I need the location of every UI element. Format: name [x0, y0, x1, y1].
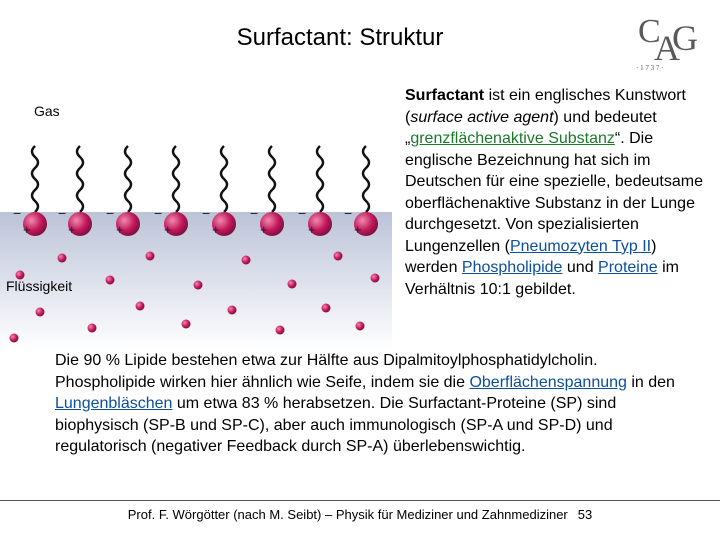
link-oberflaechenspannung[interactable]: Oberflächenspannung — [469, 373, 627, 391]
page-number: 53 — [577, 507, 593, 522]
link-pneumozyten[interactable]: Pneumozyten Typ II — [509, 237, 652, 255]
text-run: ) werden — [405, 237, 657, 276]
link-grenzflaechenaktive[interactable]: grenzflächenaktive Substanz — [410, 130, 615, 147]
paragraph-definition — [405, 85, 710, 300]
svg-text:−: − — [298, 205, 307, 221]
text-run: im Verhältnis 10:1 gebildet. — [405, 259, 679, 298]
svg-text:+: + — [23, 222, 31, 237]
svg-text:−: − — [202, 205, 211, 221]
ion-dot — [106, 276, 115, 285]
ion-dot — [88, 324, 97, 333]
text-run: in den — [626, 373, 675, 391]
ion-dot — [10, 334, 19, 343]
ion-dot — [371, 274, 380, 283]
text-run: ) und bedeutet „ — [405, 108, 657, 147]
svg-text:A: A — [654, 28, 680, 68]
svg-text:+: + — [116, 222, 124, 237]
link-lungenblaeschen[interactable]: Lungenbläschen — [55, 395, 173, 412]
surfactant-diagram — [0, 80, 392, 350]
svg-text:−: − — [250, 205, 259, 221]
link-phospholipide[interactable]: Phospholipide — [461, 259, 563, 276]
svg-text:· 1 7 3 7 ·: · 1 7 3 7 · — [636, 64, 664, 72]
svg-text:−: − — [154, 205, 163, 221]
ion-dot — [288, 280, 297, 289]
svg-text:+: + — [354, 222, 362, 237]
ion-dot — [36, 308, 45, 317]
footer — [0, 507, 720, 522]
svg-text:+: + — [212, 222, 220, 237]
ion-dot — [194, 281, 203, 290]
svg-text:−: − — [13, 205, 22, 221]
footer-text: Prof. F. Wörgötter (nach M. Seibt) – Physik für Mediziner und Zahnmediziner — [127, 507, 568, 522]
text-run: um etwa 83 % herabsetzen. Die Surfactant-Proteine (SP) sind biophysisch (SP-B und SP-C), aber auch immunologisch (SP-A und SP-D) und regulatorisch (negativer Feedback durch SP-A) überlebenswichtig. — [55, 395, 617, 455]
link-proteine[interactable]: Proteine — [598, 259, 658, 276]
gas-label: Gas — [34, 103, 60, 119]
ion-dot — [356, 322, 365, 331]
ion-dot — [58, 254, 67, 263]
ion-dot — [322, 304, 331, 313]
italic-term: surface active agent — [410, 108, 554, 126]
page-title: Surfactant: Struktur — [236, 24, 444, 51]
svg-text:+: + — [260, 222, 268, 237]
svg-text:−: − — [58, 205, 67, 221]
ion-dot — [334, 252, 343, 261]
term-surfactant: Surfactant — [405, 87, 485, 104]
text-run: und — [562, 259, 599, 276]
ion-dot — [182, 320, 191, 329]
svg-text:+: + — [68, 222, 76, 237]
text-run: “. Die englische Bezeichnung hat sich im Deutschen für eine spezielle, bedeutsame oberflächenaktive Substanz in der Lunge durchgesetzt. Von spezialisierten Lungenzellen ( — [405, 130, 703, 255]
ion-dot — [136, 302, 145, 311]
ion-dot — [242, 256, 251, 265]
text-run: Die 90 % Lipide bestehen etwa zur Hälfte aus Dipalmitoylphosphatidylcholin. Phospholipide wirken hier ähnlich wie Seife, indem sie die — [55, 352, 598, 391]
svg-text:+: + — [164, 222, 172, 237]
footer-divider — [0, 500, 720, 501]
text-run: ist ein englisches Kunstwort ( — [405, 87, 686, 126]
liquid-label: Flüssigkeit — [6, 278, 73, 294]
svg-text:+: + — [308, 222, 316, 237]
ion-dot — [276, 326, 285, 335]
ion-dot — [228, 306, 237, 315]
svg-text:−: − — [106, 205, 115, 221]
svg-text:G: G — [672, 18, 698, 58]
cag-logo — [626, 6, 712, 76]
svg-text:C: C — [638, 13, 661, 50]
ion-dot — [146, 252, 155, 261]
svg-text:−: − — [344, 205, 353, 221]
paragraph-composition — [55, 350, 695, 458]
